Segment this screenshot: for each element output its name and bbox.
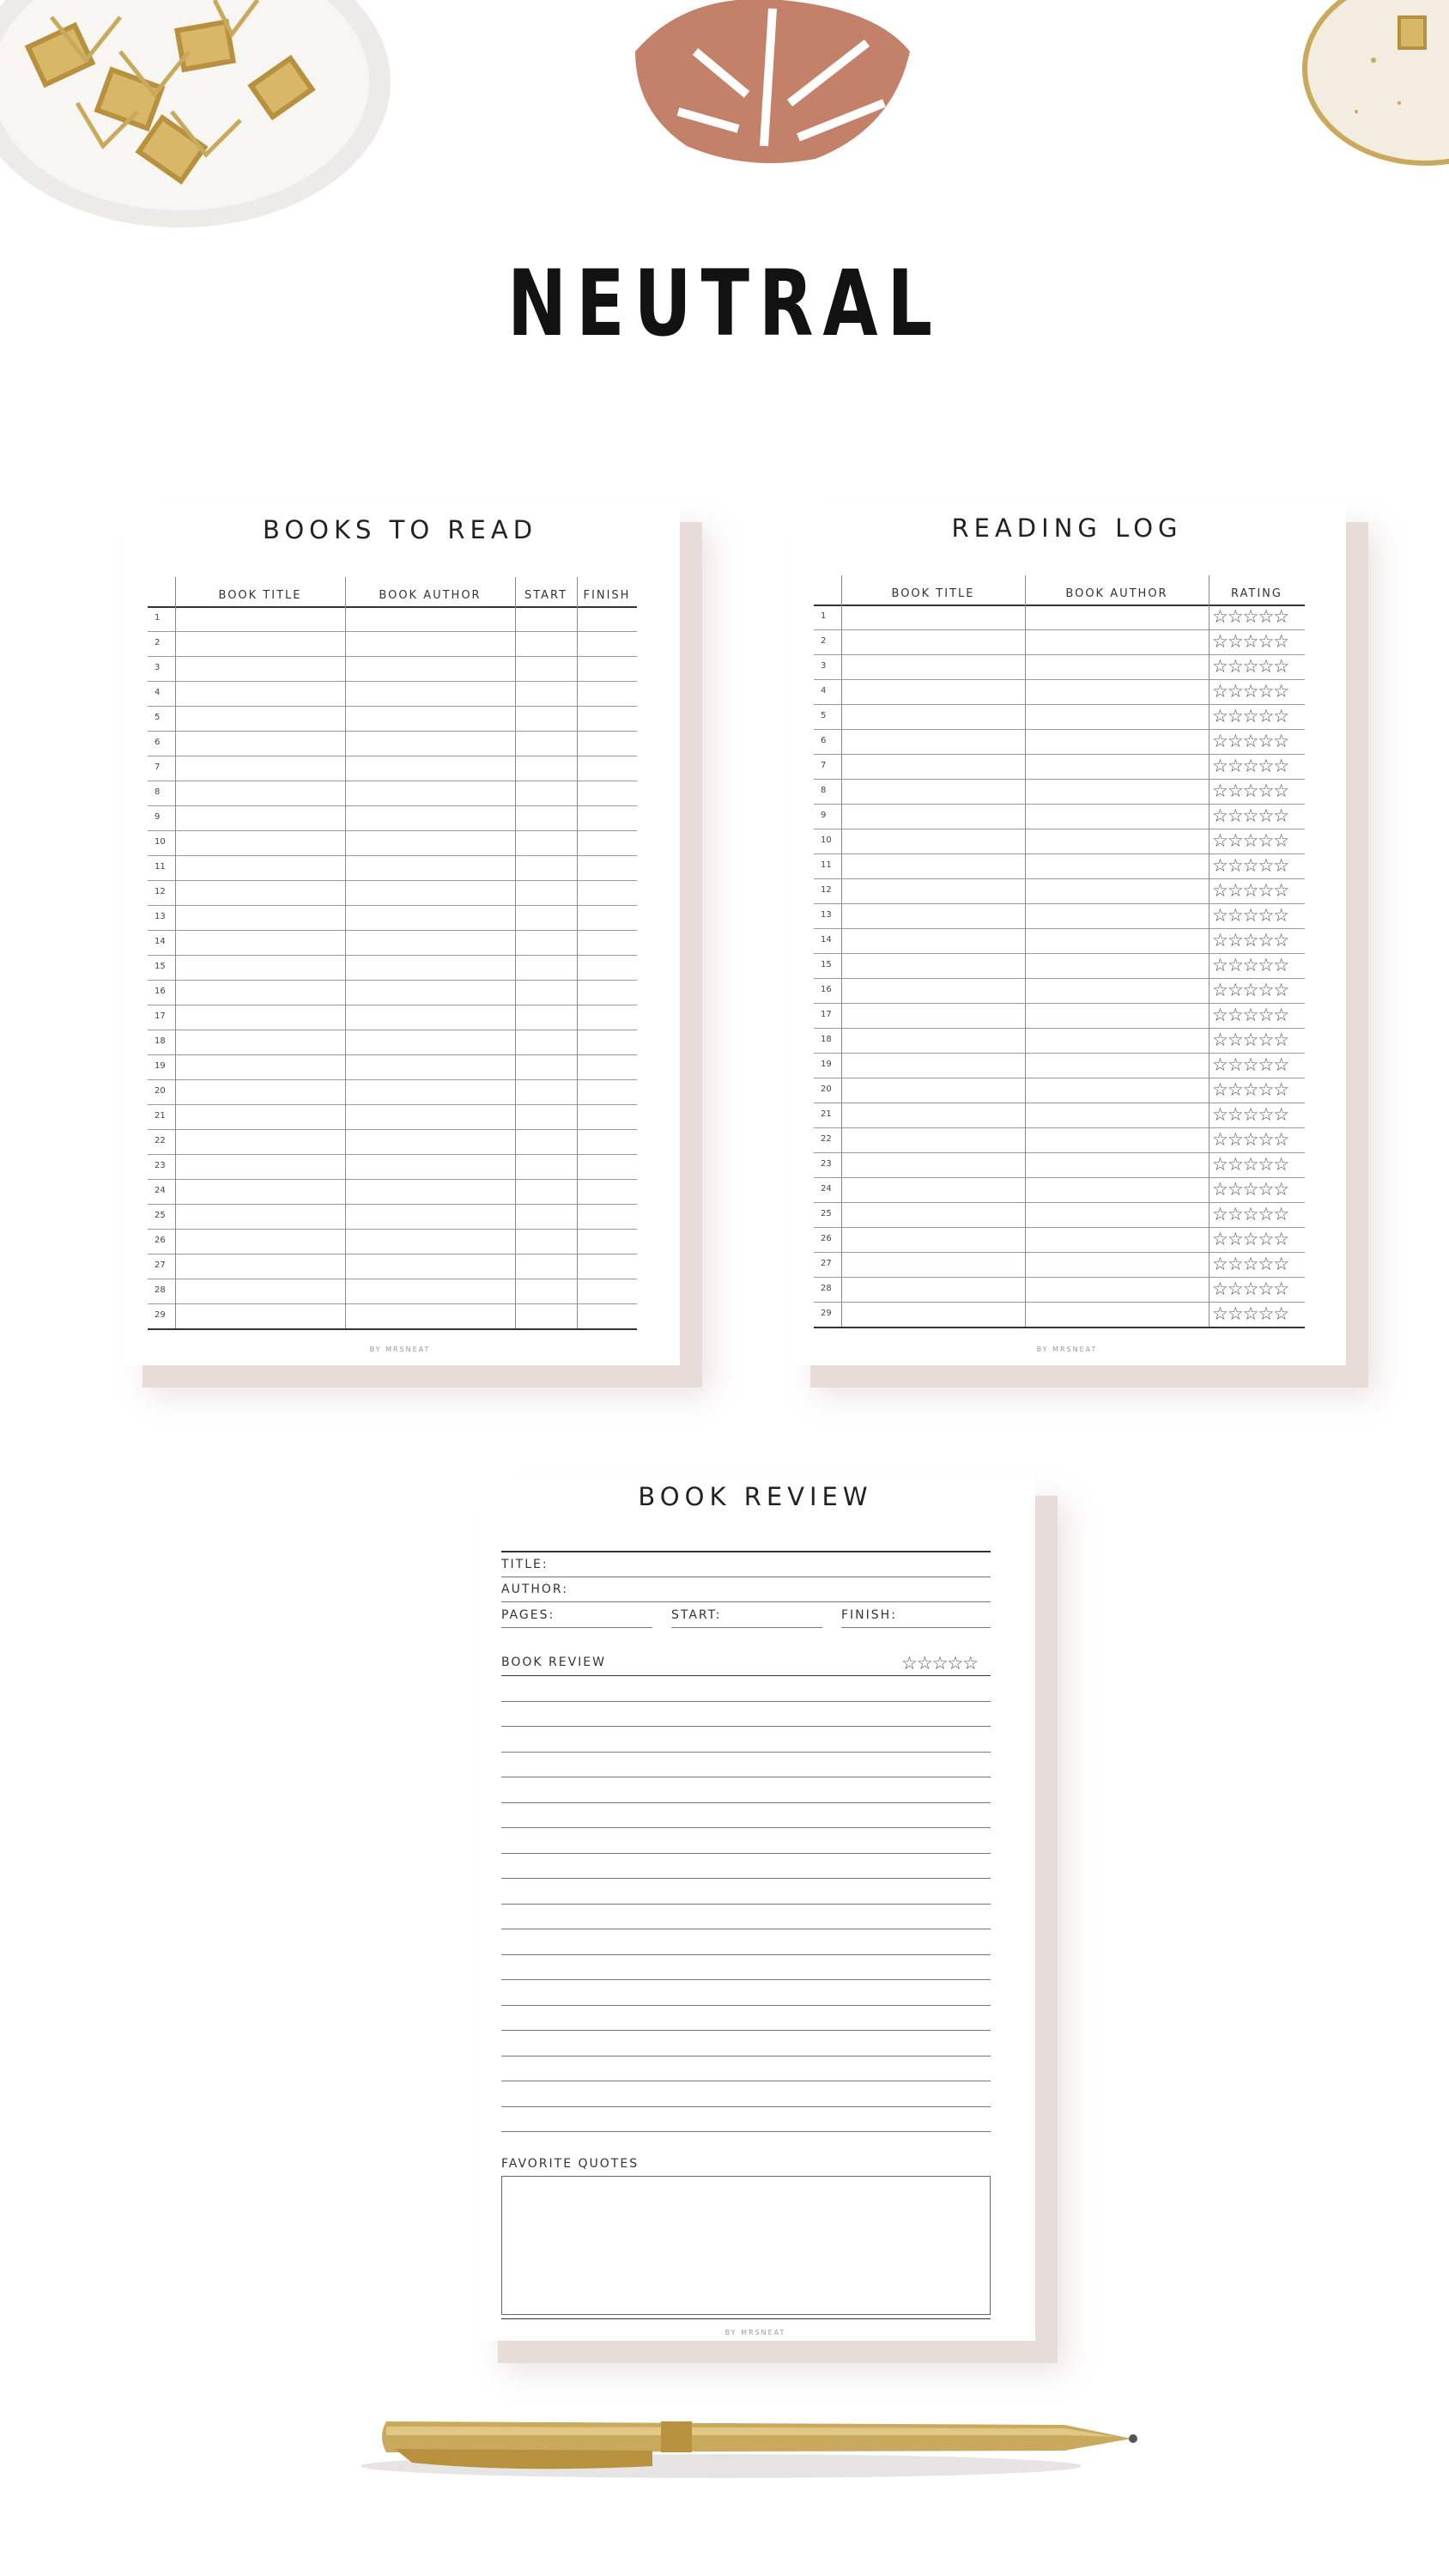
table-row[interactable] — [148, 631, 637, 657]
copper-monstera-leaf-icon — [618, 0, 927, 172]
review-line[interactable] — [501, 2106, 991, 2107]
table-row[interactable] — [814, 1078, 1305, 1103]
table-row[interactable] — [814, 1277, 1305, 1303]
table-row[interactable] — [148, 706, 637, 732]
rating-stars[interactable]: ☆☆☆☆☆ — [1212, 830, 1289, 851]
table-row[interactable] — [814, 779, 1305, 805]
row-number: 7 — [821, 761, 827, 770]
divider — [501, 1551, 991, 1552]
row-number: 9 — [155, 812, 161, 822]
table-row[interactable] — [814, 878, 1305, 904]
rating-stars[interactable]: ☆☆☆☆☆ — [1212, 1079, 1289, 1100]
row-number: 22 — [155, 1136, 166, 1145]
row-number: 10 — [155, 837, 166, 847]
row-number: 19 — [821, 1060, 832, 1069]
row-number: 27 — [155, 1261, 166, 1270]
table-row[interactable] — [148, 756, 637, 781]
review-line[interactable] — [501, 1954, 991, 1955]
row-number: 4 — [155, 688, 161, 697]
row-number: 23 — [821, 1159, 832, 1169]
page-footer: BY MRSNEAT — [369, 1346, 431, 1353]
page-footer: BY MRSNEAT — [1036, 1346, 1098, 1353]
start-line[interactable] — [671, 1627, 822, 1628]
row-number: 1 — [821, 611, 827, 621]
table-row[interactable] — [148, 980, 637, 1005]
table-row[interactable] — [814, 953, 1305, 979]
table-row[interactable] — [814, 1003, 1305, 1029]
row-number: 6 — [821, 736, 827, 745]
row-number: 15 — [821, 960, 832, 969]
row-number: 14 — [155, 937, 166, 946]
table-row[interactable] — [148, 1303, 637, 1330]
review-line[interactable] — [501, 1752, 991, 1753]
table-row[interactable] — [148, 955, 637, 981]
row-number: 4 — [821, 686, 827, 696]
rating-stars[interactable]: ☆☆☆☆☆ — [1212, 805, 1289, 826]
column-header-book-author: BOOK AUTHOR — [379, 589, 482, 602]
table-row[interactable] — [148, 1179, 637, 1205]
table-row[interactable] — [148, 1030, 637, 1055]
row-number: 2 — [155, 638, 161, 647]
row-number: 1 — [155, 613, 161, 623]
table-row[interactable] — [814, 1028, 1305, 1054]
table-row[interactable] — [814, 654, 1305, 680]
rating-stars[interactable]: ☆☆☆☆☆ — [1212, 905, 1289, 926]
quotes-label: FAVORITE QUOTES — [501, 2157, 640, 2171]
table-row[interactable] — [814, 1227, 1305, 1253]
table-header — [148, 577, 637, 608]
rating-stars[interactable]: ☆☆☆☆☆ — [1212, 631, 1289, 652]
books-to-read-page — [120, 500, 680, 1365]
table-row[interactable] — [814, 605, 1305, 630]
table-row[interactable] — [814, 1252, 1305, 1278]
row-number: 8 — [821, 786, 827, 795]
row-number: 13 — [155, 912, 166, 921]
quotes-box[interactable] — [501, 2176, 991, 2315]
row-number: 25 — [155, 1211, 166, 1220]
table-row[interactable] — [148, 731, 637, 756]
row-number: 21 — [821, 1109, 832, 1119]
table-row[interactable] — [814, 978, 1305, 1004]
rating-stars[interactable]: ☆☆☆☆☆ — [1212, 1229, 1289, 1249]
table-row[interactable] — [148, 1005, 637, 1030]
table-row[interactable] — [814, 854, 1305, 879]
review-line[interactable] — [501, 2030, 991, 2031]
gold-binder-clips-icon — [0, 0, 395, 232]
column-divider — [841, 575, 842, 1327]
review-line[interactable] — [501, 1878, 991, 1879]
rating-stars[interactable]: ☆☆☆☆☆ — [1212, 1179, 1289, 1200]
review-line[interactable] — [501, 1701, 991, 1702]
row-number: 29 — [821, 1309, 832, 1318]
review-line[interactable] — [501, 2056, 991, 2057]
pages-line[interactable] — [501, 1627, 652, 1628]
column-divider — [577, 577, 578, 1328]
table-row[interactable] — [814, 1202, 1305, 1228]
table-row[interactable] — [148, 930, 637, 956]
rating-stars[interactable]: ☆☆☆☆☆ — [1212, 1104, 1289, 1125]
row-number: 28 — [821, 1284, 832, 1293]
table-row[interactable] — [148, 1079, 637, 1105]
gold-speckled-dish-icon — [1296, 0, 1449, 172]
row-number: 26 — [821, 1234, 832, 1243]
rating-stars[interactable]: ☆☆☆☆☆ — [1212, 980, 1289, 1000]
table-row[interactable] — [814, 1053, 1305, 1078]
review-line[interactable] — [501, 1802, 991, 1803]
row-number: 16 — [155, 987, 166, 996]
table-row[interactable] — [148, 855, 637, 881]
rating-stars[interactable]: ☆☆☆☆☆ — [1212, 1254, 1289, 1274]
rating-stars[interactable]: ☆☆☆☆☆ — [1212, 1129, 1289, 1150]
title-label: TITLE: — [501, 1558, 549, 1571]
column-divider — [515, 577, 516, 1328]
column-header-start: START — [524, 589, 568, 602]
pages-label: PAGES: — [501, 1608, 555, 1622]
table-row[interactable] — [814, 754, 1305, 780]
review-line[interactable] — [501, 1827, 991, 1828]
rating-stars[interactable]: ☆☆☆☆☆ — [1212, 855, 1289, 876]
row-number: 12 — [155, 887, 166, 896]
row-number: 11 — [155, 862, 166, 872]
author-line[interactable] — [501, 1601, 991, 1602]
row-number: 3 — [155, 663, 161, 672]
row-number: 29 — [155, 1310, 166, 1320]
row-number: 18 — [155, 1036, 166, 1046]
column-divider — [175, 577, 176, 1328]
row-number: 22 — [821, 1134, 832, 1144]
divider — [501, 1675, 991, 1676]
rating-stars[interactable]: ☆☆☆☆☆ — [1212, 1279, 1289, 1299]
row-number: 17 — [155, 1012, 166, 1021]
rating-stars[interactable]: ☆☆☆☆☆ — [1212, 656, 1289, 677]
table-row[interactable] — [148, 830, 637, 856]
column-header-book-title: BOOK TITLE — [891, 587, 975, 600]
table-row[interactable] — [814, 704, 1305, 730]
table-row[interactable] — [148, 1154, 637, 1180]
review-rating-stars[interactable]: ☆☆☆☆☆ — [901, 1653, 979, 1674]
author-label: AUTHOR: — [501, 1583, 568, 1596]
row-number: 9 — [821, 811, 827, 820]
rating-stars[interactable]: ☆☆☆☆☆ — [1212, 1054, 1289, 1075]
table-header — [814, 575, 1305, 606]
row-number: 3 — [821, 661, 827, 671]
page-title: BOOK REVIEW — [638, 1482, 873, 1511]
row-number: 24 — [155, 1186, 166, 1195]
table-row[interactable] — [814, 903, 1305, 929]
book-review-page — [476, 1473, 1035, 2341]
rating-stars[interactable]: ☆☆☆☆☆ — [1212, 731, 1289, 751]
finish-label: FINISH: — [841, 1608, 897, 1622]
column-divider — [1025, 575, 1026, 1327]
column-header-finish: FINISH — [583, 589, 631, 602]
row-number: 5 — [155, 713, 161, 722]
reading-log-page — [788, 500, 1346, 1365]
row-number: 11 — [821, 860, 832, 870]
table-row[interactable] — [148, 1054, 637, 1080]
rating-stars[interactable]: ☆☆☆☆☆ — [1212, 880, 1289, 901]
rating-stars[interactable]: ☆☆☆☆☆ — [1212, 1005, 1289, 1025]
row-number: 20 — [155, 1086, 166, 1096]
page-title: READING LOG — [951, 513, 1183, 543]
table-row[interactable] — [814, 928, 1305, 954]
table-row[interactable] — [148, 880, 637, 906]
page-title: BOOKS TO READ — [262, 515, 538, 544]
row-number: 18 — [821, 1035, 832, 1044]
start-label: START: — [671, 1608, 722, 1622]
table-row[interactable] — [148, 1204, 637, 1230]
review-line[interactable] — [501, 1904, 991, 1905]
rating-stars[interactable]: ☆☆☆☆☆ — [1212, 781, 1289, 801]
table-row[interactable] — [148, 1254, 637, 1279]
row-number: 23 — [155, 1161, 166, 1170]
page-footer: BY MRSNEAT — [724, 2329, 786, 2336]
rating-stars[interactable]: ☆☆☆☆☆ — [1212, 681, 1289, 702]
table-row[interactable] — [148, 905, 637, 931]
row-number: 8 — [155, 787, 161, 797]
review-line[interactable] — [501, 1726, 991, 1727]
table-row[interactable] — [148, 781, 637, 806]
rating-stars[interactable]: ☆☆☆☆☆ — [1212, 930, 1289, 951]
row-number: 28 — [155, 1285, 166, 1295]
gold-pen-icon — [343, 2387, 1150, 2490]
row-number: 25 — [821, 1209, 832, 1218]
rating-stars[interactable]: ☆☆☆☆☆ — [1212, 1303, 1289, 1324]
row-number: 12 — [821, 885, 832, 895]
rating-stars[interactable]: ☆☆☆☆☆ — [1212, 1154, 1289, 1175]
divider — [501, 2318, 991, 2319]
column-divider — [345, 577, 346, 1328]
rating-stars[interactable]: ☆☆☆☆☆ — [1212, 1204, 1289, 1224]
review-line[interactable] — [501, 1979, 991, 1980]
row-number: 10 — [821, 835, 832, 845]
table-row[interactable] — [148, 1279, 637, 1304]
finish-line[interactable] — [841, 1627, 991, 1628]
table-row[interactable] — [814, 804, 1305, 829]
table-row[interactable] — [814, 629, 1305, 655]
row-number: 2 — [821, 636, 827, 646]
table-row[interactable] — [814, 1177, 1305, 1203]
row-number: 19 — [155, 1061, 166, 1071]
table-row[interactable] — [814, 679, 1305, 705]
row-number: 14 — [821, 935, 832, 945]
table-row[interactable] — [148, 1104, 637, 1130]
table-row[interactable] — [148, 606, 637, 632]
table-row[interactable] — [148, 805, 637, 831]
table-row[interactable] — [148, 656, 637, 682]
table-row[interactable] — [814, 1302, 1305, 1328]
table-row[interactable] — [814, 1127, 1305, 1153]
review-line[interactable] — [501, 2131, 991, 2132]
table-row[interactable] — [814, 829, 1305, 854]
rating-stars[interactable]: ☆☆☆☆☆ — [1212, 706, 1289, 726]
review-label: BOOK REVIEW — [501, 1656, 606, 1669]
column-header-book-title: BOOK TITLE — [218, 589, 302, 602]
row-number: 7 — [155, 762, 161, 772]
table-row[interactable] — [148, 1229, 637, 1255]
row-number: 27 — [821, 1259, 832, 1268]
column-header-book-author: BOOK AUTHOR — [1065, 587, 1168, 600]
review-line[interactable] — [501, 2005, 991, 2006]
table-row[interactable] — [814, 1152, 1305, 1178]
column-header-rating: RATING — [1231, 587, 1282, 600]
table-row[interactable] — [148, 1129, 637, 1155]
row-number: 6 — [155, 738, 161, 747]
review-line[interactable] — [501, 1853, 991, 1854]
rating-stars[interactable]: ☆☆☆☆☆ — [1212, 1030, 1289, 1050]
row-number: 17 — [821, 1010, 832, 1019]
row-number: 5 — [821, 711, 827, 720]
row-number: 16 — [821, 985, 832, 994]
row-number: 13 — [821, 910, 832, 920]
headline: NEUTRAL — [506, 251, 942, 356]
row-number: 15 — [155, 962, 166, 971]
rating-stars[interactable]: ☆☆☆☆☆ — [1212, 756, 1289, 776]
rating-stars[interactable]: ☆☆☆☆☆ — [1212, 955, 1289, 975]
row-number: 20 — [821, 1084, 832, 1094]
rating-stars[interactable]: ☆☆☆☆☆ — [1212, 606, 1289, 627]
table-row[interactable] — [148, 681, 637, 707]
column-divider — [1209, 575, 1210, 1327]
table-row[interactable] — [814, 729, 1305, 755]
table-row[interactable] — [814, 1103, 1305, 1128]
row-number: 21 — [155, 1111, 166, 1121]
row-number: 24 — [821, 1184, 832, 1194]
row-number: 26 — [155, 1236, 166, 1245]
